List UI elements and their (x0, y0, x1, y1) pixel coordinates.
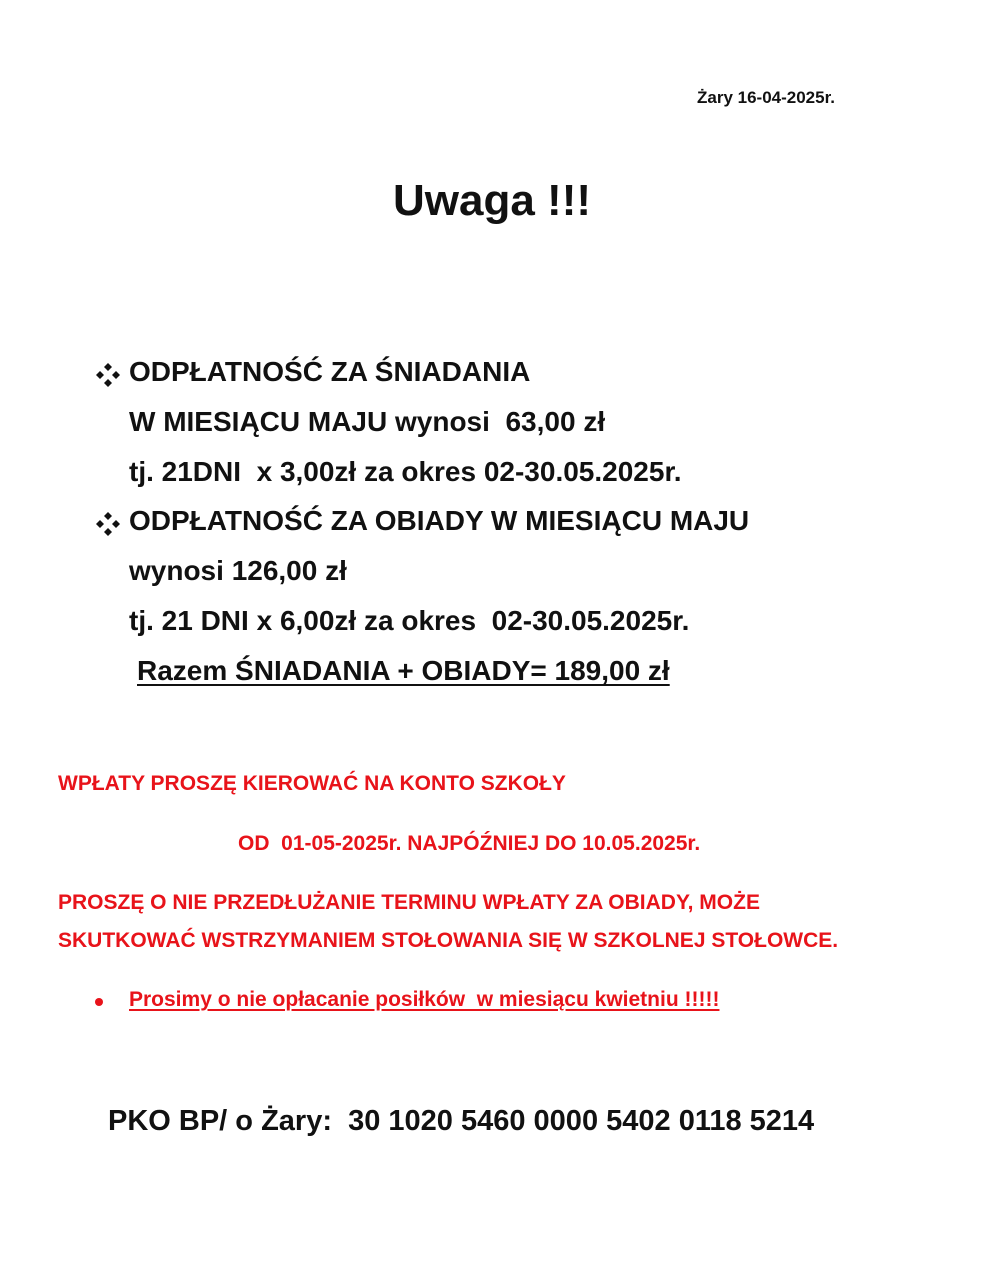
total-summary: Razem ŚNIADANIA + OBIADY= 189,00 zł (137, 655, 670, 686)
payment-instruction: WPŁATY PROSZĘ KIEROWAĆ NA KONTO SZKOŁY (58, 772, 566, 795)
warning-line-1: PROSZĘ O NIE PRZEDŁUŻANIE TERMINU WPŁATY ZA OBIADY, MOŻE (58, 891, 760, 914)
item-2-line-2: wynosi 126,00 zł (129, 555, 347, 586)
diamond-bullet-icon (95, 511, 121, 537)
item-2-line-1: ODPŁATNOŚĆ ZA OBIADY W MIESIĄCU MAJU (129, 505, 750, 536)
item-2-line-3: tj. 21 DNI x 6,00zł za okres 02-30.05.2025r. (129, 605, 690, 636)
document-date: Żary 16-04-2025r. (697, 88, 835, 107)
bank-account: PKO BP/ o Żary: 30 1020 5460 0000 5402 0118 5214 (108, 1105, 815, 1137)
item-1-line-3: tj. 21DNI x 3,00zł za okres 02-30.05.2025r. (129, 456, 682, 487)
bullet-dot-icon (95, 998, 103, 1006)
page-title: Uwaga !!! (393, 176, 591, 225)
warning-line-2: SKUTKOWAĆ WSTRZYMANIEM STOŁOWANIA SIĘ W SZKOLNEJ STOŁOWCE. (58, 929, 839, 952)
item-1-line-1: ODPŁATNOŚĆ ZA ŚNIADANIA (129, 356, 531, 387)
diamond-bullet-icon (95, 362, 121, 388)
april-notice: Prosimy o nie opłacanie posiłków w miesiącu kwietniu !!!!! (129, 988, 720, 1011)
item-1-line-2: W MIESIĄCU MAJU wynosi 63,00 zł (129, 406, 606, 437)
payment-deadline: OD 01-05-2025r. NAJPÓŹNIEJ DO 10.05.2025r. (238, 832, 701, 855)
